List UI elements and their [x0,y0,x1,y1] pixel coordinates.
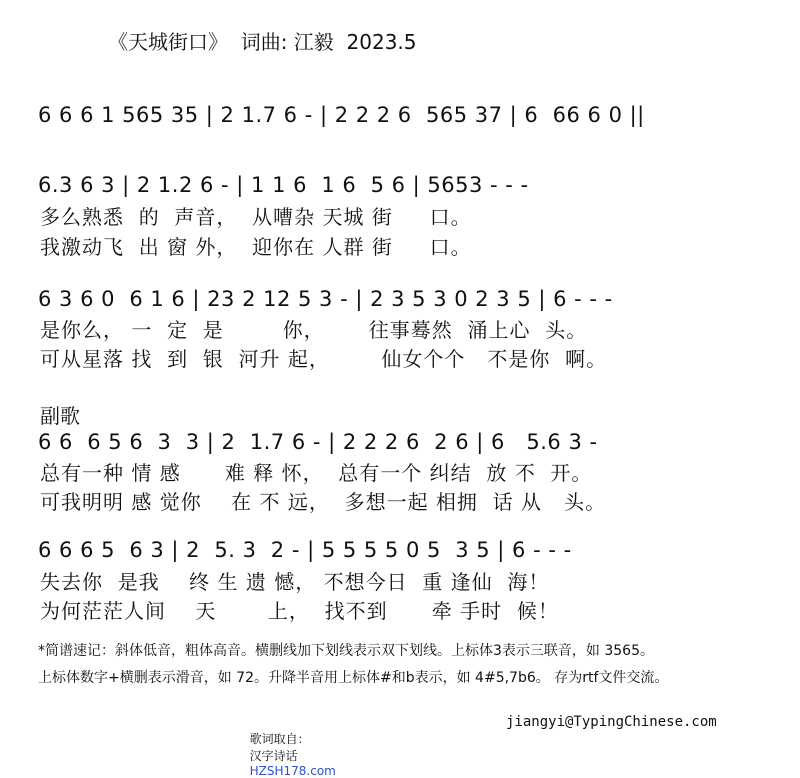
verse-notation-line-2: 6 3 6 0 6 1 6 | 23 2 12 5 3 - | 2 3 5 3 0 2 3 5 | 6 - - - [38,287,613,311]
chorus-lyrics-line-2a: 失去你 是我 终 生 遗 憾， 不想今日 重 逢仙 海！ [40,570,550,594]
chorus-lyrics-line-1a: 总有一种 情 感 难 释 怀， 总有一个 纠结 放 不 开。 [40,461,593,485]
verse-lyrics-line-1a: 多么熟悉 的 声音， 从嘈杂 天城 街 口。 [40,205,472,229]
footer-source [242,716,336,778]
verse-notation-line-1: 6.3 6 3 | 2 1.2 6 - | 1 1 6 1 6 5 6 | 5653 - - - [38,173,529,197]
verse-lyrics-line-2a: 是你么， 一 定 是 你， 往事蓦然 涌上心 头。 [40,318,588,342]
song-title: 《天城街口》 词曲: 江毅 2023.5 [108,30,417,54]
footer-source-site: 汉字诗话 [249,749,298,763]
chorus-label: 副歌 [40,404,80,428]
intro-notation-line: 6 6 6 1 565 35 | 2 1.7 6 - | 2 2 2 6 565 37 | 6 66 6 0 || [38,103,645,127]
verse-lyrics-line-1b: 我激动飞 出 窗 外， 迎你在 人群 街 口。 [40,235,472,259]
chorus-lyrics-line-2b: 为何茫茫人间 天 上， 找不到 牵 手时 候！ [40,599,559,623]
notation-note-line-1: *简谱速记：斜体低音，粗体高音。横删线加下划线表示双下划线。上标体3表示三联音，如 3565。 [38,643,654,659]
footer-source-link[interactable]: HZSH178.com [249,764,336,778]
verse-lyrics-line-2b: 可从星落 找 到 银 河升 起， 仙女个个 不是你 啊。 [40,347,608,371]
chorus-notation-line-2: 6 6 6 5 6 3 | 2 5. 3 2 - | 5 5 5 5 0 5 3 5 | 6 - - - [38,538,572,562]
chorus-notation-line-1: 6 6 6 5 6 3 3 | 2 1.7 6 - | 2 2 2 6 2 6 | 6 5.6 3 - [38,430,598,454]
footer-source-label: 歌词取自： [249,732,310,746]
chorus-lyrics-line-1b: 可我明明 感 觉你 在 不 远， 多想一起 相拥 话 从 头。 [40,490,607,514]
notation-note-line-2: 上标体数字+横删表示滑音，如 72。升降半音用上标体#和b表示，如 4#5,7b6。 存为rtf文件交流。 [38,670,669,686]
footer-email: jiangyi@TypingChinese.com [506,714,717,730]
